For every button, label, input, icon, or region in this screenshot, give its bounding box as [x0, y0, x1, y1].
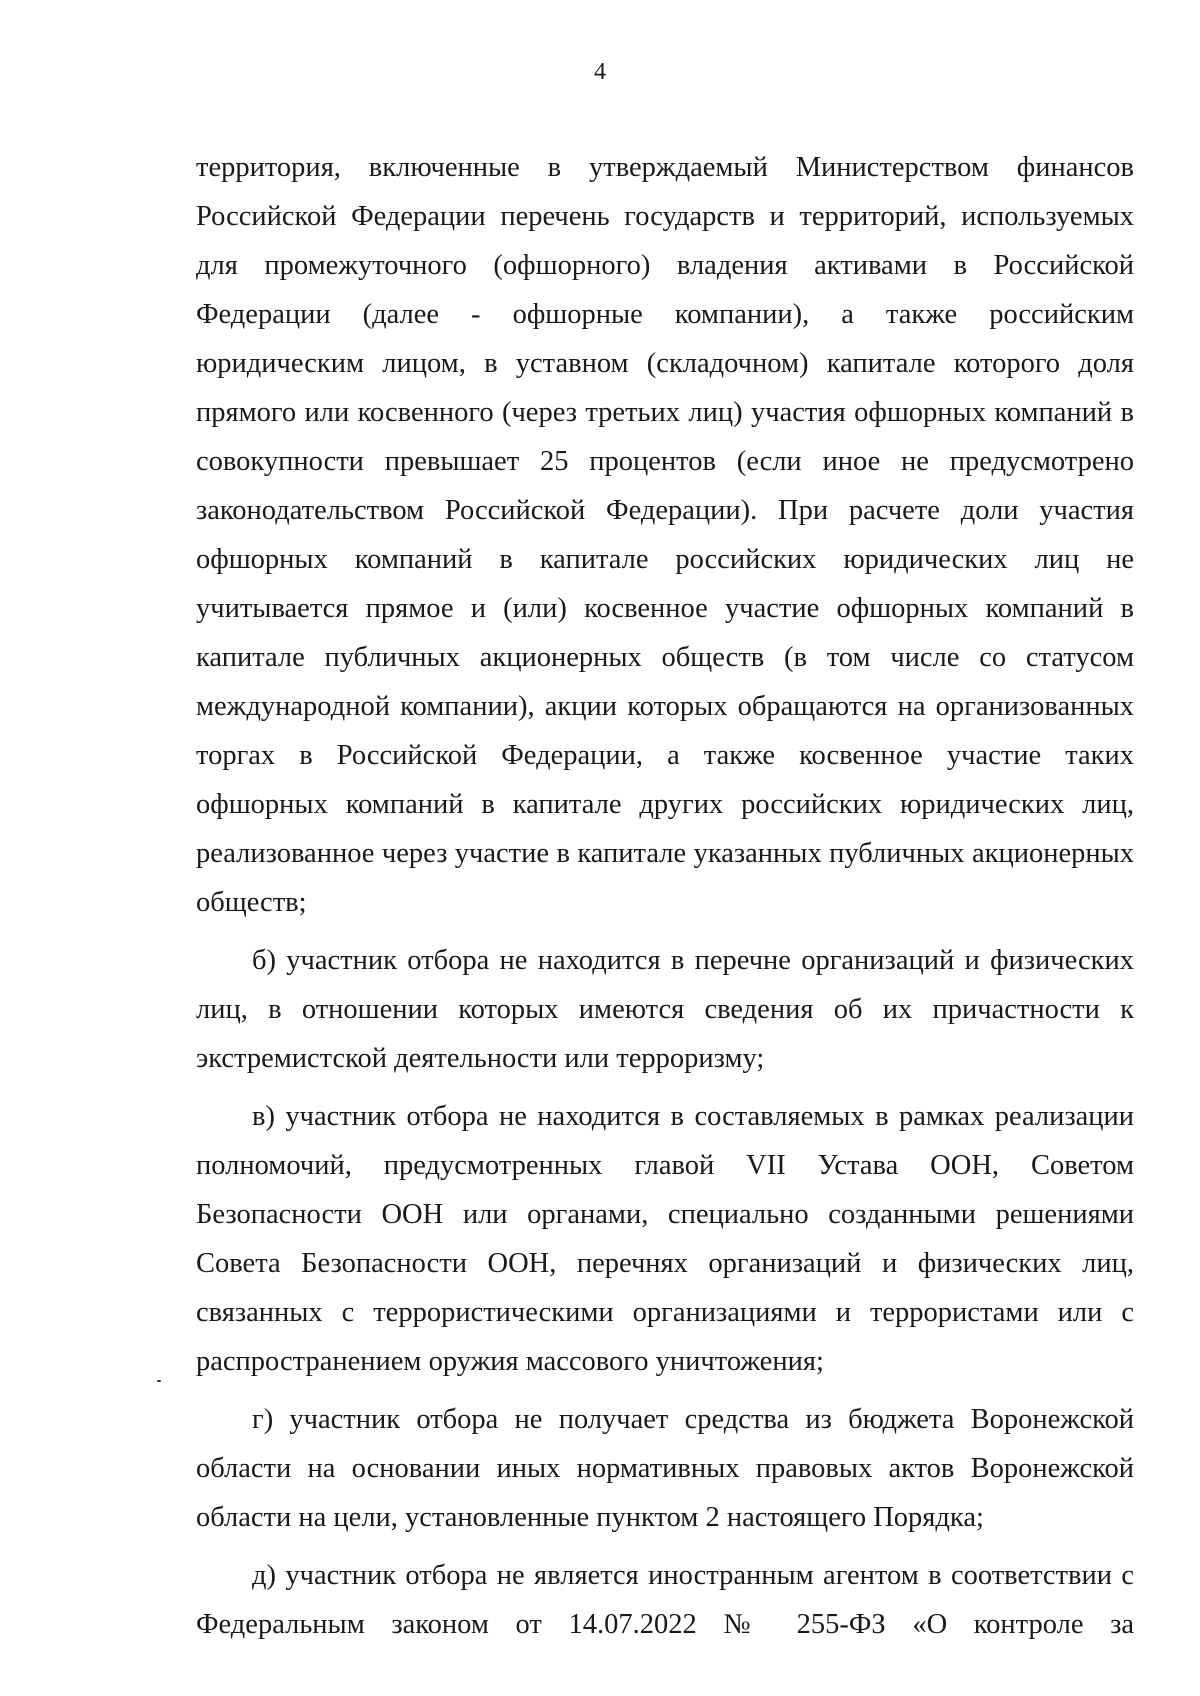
- paragraph-v: в) участник отбора не находится в составляемых в рамках реализации полномочий, предусмотренных главой VII Устава ООН, Советом Безопасности ООН или органами, специально созданными решениями Совета Безопасности ООН, перечнях организаций и физических лиц, связанных с террористическими организациями и террористами или с распространением оружия массового уничтожения;: [196, 1101, 1134, 1377]
- document-body: [196, 143, 1134, 1649]
- paragraph-a-continuation: территория, включенные в утверждаемый Министерством финансов Российской Федерации перечень государств и территорий, используемых для промежуточного (офшорного) владения активами в Российской Федерации (далее - офшорные компании), а также российским юридическим лицом, в уставном (складочном) капитале которого доля прямого или косвенного (через третьих лиц) участия офшорных компаний в совокупности превышает 25 процентов (если иное не предусмотрено законодательством Российской Федерации). При расчете доли участия офшорных компаний в капитале российских юридических лиц не учитывается прямое и (или) косвенное участие офшорных компаний в капитале публичных акционерных обществ (в том числе со статусом международной компании), акции которых обращаются на организованных торгах в Российской Федерации, а также косвенное участие таких офшорных компаний в капитале других российских юридических лиц, реализованное через участие в капитале указанных публичных акционерных обществ;: [196, 152, 1134, 918]
- paragraph-d: д) участник отбора не является иностранным агентом в соответствии с Федеральным законом от 14.07.2022 № 255-ФЗ «О контроле за: [196, 1560, 1134, 1640]
- page-number: 4: [594, 59, 606, 85]
- scan-speck: [157, 1380, 161, 1382]
- paragraph-b: б) участник отбора не находится в перечне организаций и физических лиц, в отношении которых имеются сведения об их причастности к экстремистской деятельности или терроризму;: [196, 945, 1134, 1074]
- paragraph-g: г) участник отбора не получает средства из бюджета Воронежской области на основании иных нормативных правовых актов Воронежской области на цели, установленные пунктом 2 настоящего Порядка;: [196, 1404, 1134, 1533]
